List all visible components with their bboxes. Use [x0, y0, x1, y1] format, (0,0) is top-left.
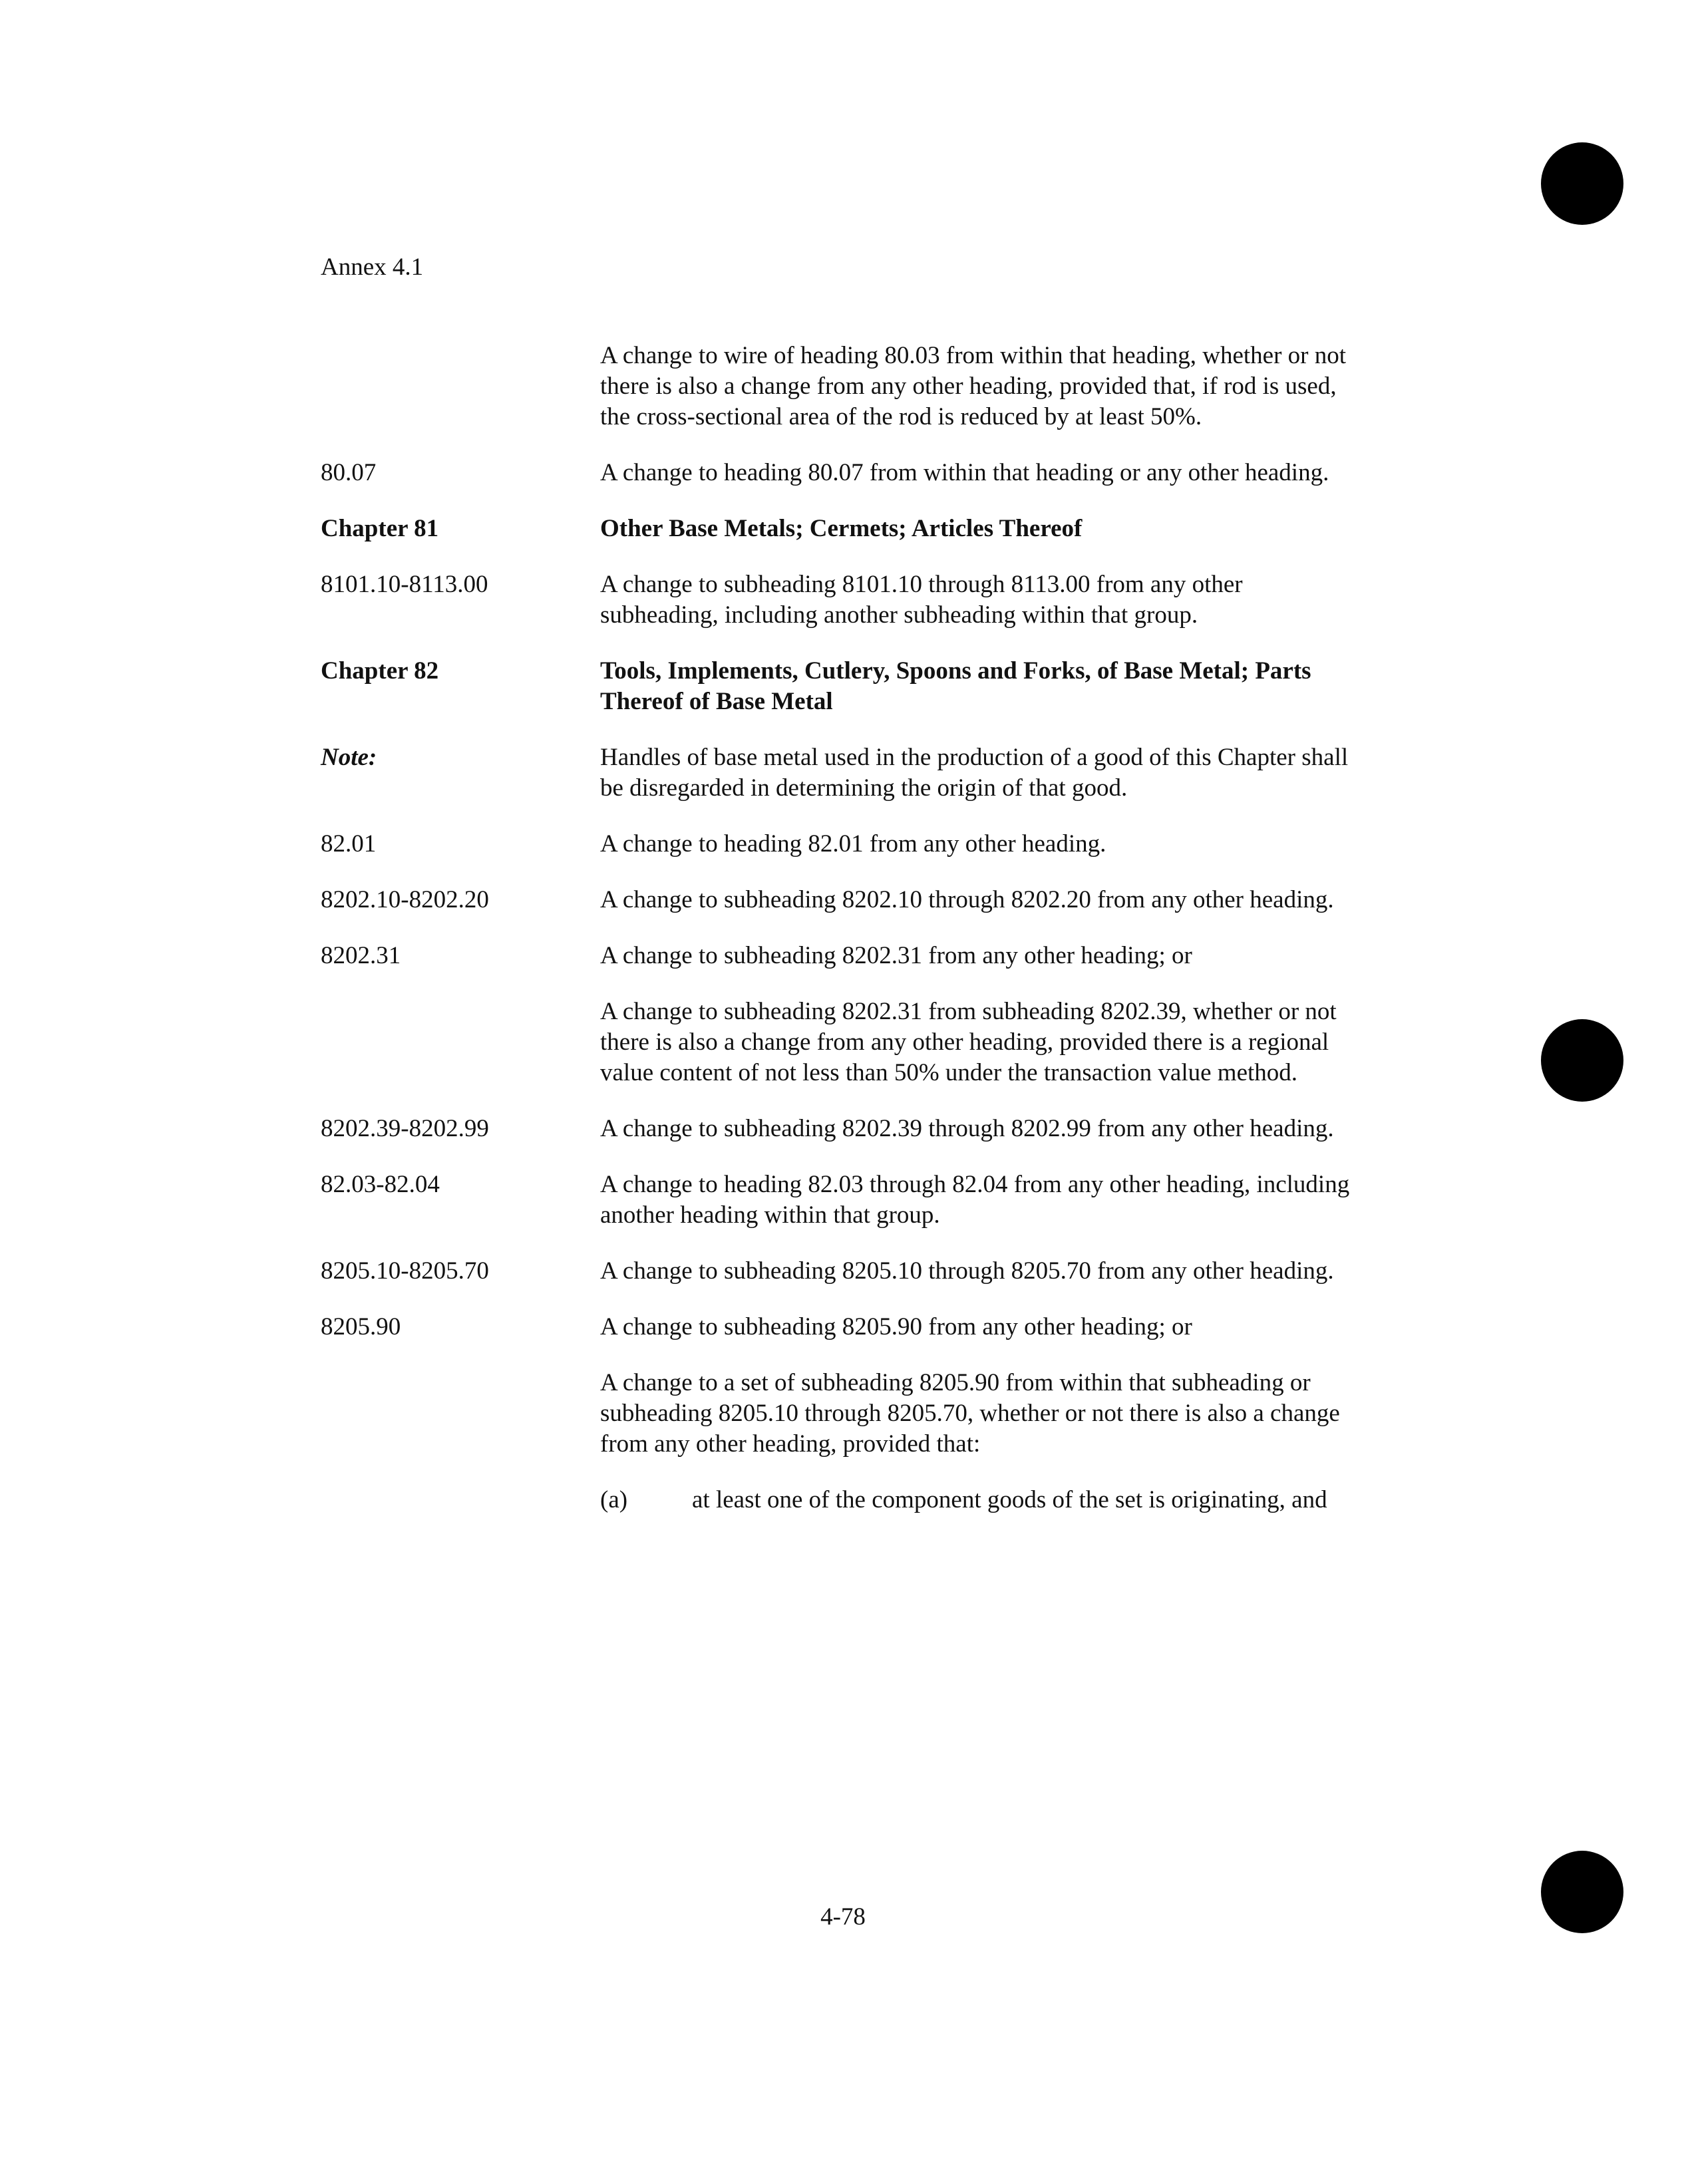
- rule-row: [321, 829, 1359, 859]
- rule-text: A change to subheading 8202.39 through 8202.99 from any other heading.: [600, 1115, 1334, 1142]
- chapter-title: Other Base Metals; Cermets; Articles Thereof: [600, 515, 1083, 542]
- note-label: Note:: [321, 744, 377, 771]
- rule-code: 8101.10-8113.00: [321, 571, 488, 598]
- note-row: [321, 742, 1359, 804]
- rule-code: 82.01: [321, 830, 377, 858]
- chapter-number: Chapter 81: [321, 515, 439, 542]
- rule-code: 80.07: [321, 459, 377, 486]
- sub-item: [600, 1485, 1359, 1515]
- rule-text: A change to heading 82.03 through 82.04 from any other heading, including another heading within that group.: [600, 1171, 1350, 1229]
- rule-text: A change to heading 80.07 from within that heading or any other heading.: [600, 459, 1329, 486]
- annex-header: Annex 4.1: [321, 253, 424, 281]
- rule-row: [321, 569, 1359, 631]
- rule-row: [321, 1312, 1359, 1342]
- chapter-heading-row: [321, 656, 1359, 717]
- rule-text: A change to subheading 8202.31 from any other heading; or: [600, 942, 1192, 969]
- sub-item-a: [600, 1485, 1359, 1515]
- rule-code: 8202.10-8202.20: [321, 886, 489, 913]
- chapter-number: Chapter 82: [321, 657, 439, 685]
- sub-item-row: [321, 1485, 1359, 1515]
- rule-text: A change to subheading 8101.10 through 8113.00 from any other subheading, including another subheading within that group.: [600, 571, 1243, 629]
- rule-code: 8202.39-8202.99: [321, 1115, 489, 1142]
- sub-item-text: at least one of the component goods of the set is originating, and: [692, 1486, 1327, 1513]
- rule-row: [321, 941, 1359, 971]
- punch-hole-top: [1541, 142, 1623, 225]
- rule-text: A change to subheading 8202.10 through 8202.20 from any other heading.: [600, 886, 1334, 913]
- rule-text: A change to wire of heading 80.03 from within that heading, whether or not there is also a change from any other heading, provided that, if rod is used, the cross-sectional area of the rod is reduced by at least 50%.: [600, 342, 1347, 430]
- rule-code: 8202.31: [321, 942, 401, 969]
- rule-row: [321, 997, 1359, 1088]
- punch-hole-middle: [1541, 1019, 1623, 1102]
- rule-row: [321, 1114, 1359, 1144]
- rules-of-origin-list: [321, 341, 1359, 1541]
- rule-code: 8205.10-8205.70: [321, 1257, 489, 1285]
- rule-row: [321, 458, 1359, 488]
- rule-row: [321, 1368, 1359, 1460]
- page-number: 4-78: [820, 1903, 866, 1931]
- chapter-heading-row: [321, 514, 1359, 544]
- rule-row: [321, 885, 1359, 915]
- rule-text: A change to heading 82.01 from any other heading.: [600, 830, 1106, 858]
- note-text: Handles of base metal used in the production of a good of this Chapter shall be disregarded in determining the origin of that good.: [600, 744, 1349, 802]
- rule-code: 8205.90: [321, 1313, 401, 1340]
- rule-code: 82.03-82.04: [321, 1171, 440, 1198]
- rule-text: A change to subheading 8205.90 from any other heading; or: [600, 1313, 1192, 1340]
- rule-text: A change to subheading 8202.31 from subheading 8202.39, whether or not there is also a change from any other heading, provided there is a regional value content of not less than 50% under the transaction value method.: [600, 998, 1337, 1086]
- rule-text: A change to subheading 8205.10 through 8205.70 from any other heading.: [600, 1257, 1334, 1285]
- rule-row: [321, 341, 1359, 432]
- rule-row: [321, 1256, 1359, 1287]
- sub-item-marker: (a): [600, 1486, 628, 1513]
- chapter-title: Tools, Implements, Cutlery, Spoons and Forks, of Base Metal; Parts Thereof of Base Metal: [600, 657, 1311, 715]
- rule-row: [321, 1170, 1359, 1231]
- rule-text: A change to a set of subheading 8205.90 from within that subheading or subheading 8205.10 through 8205.70, whether or not there is also a change from any other heading, provided that:: [600, 1369, 1340, 1458]
